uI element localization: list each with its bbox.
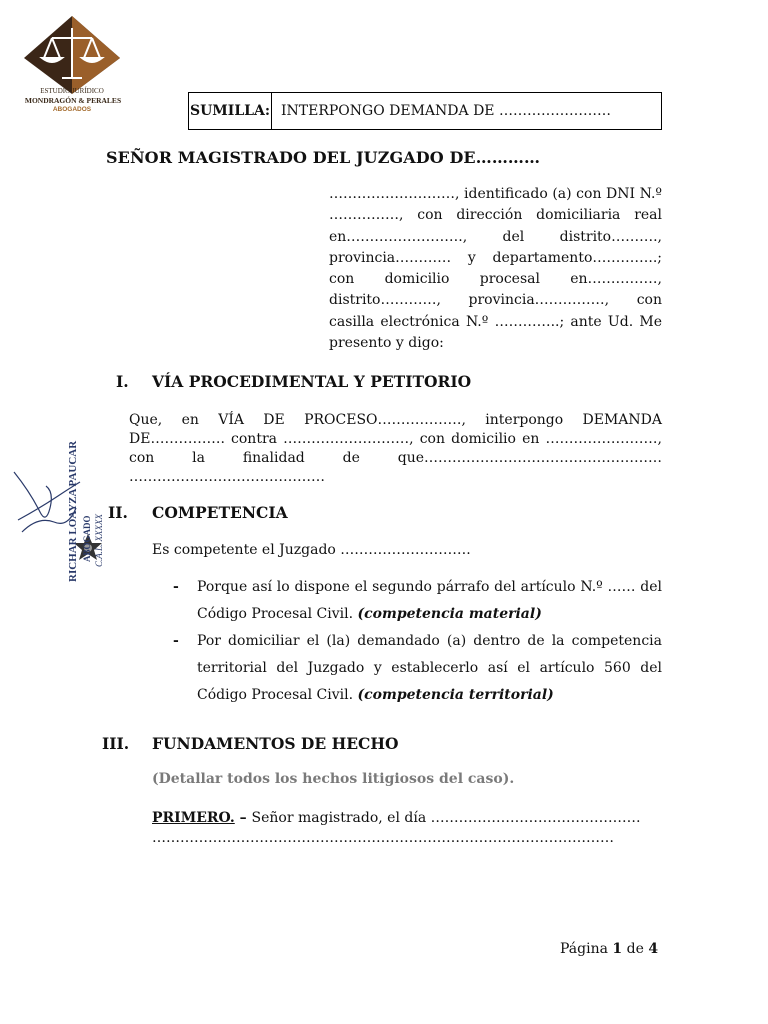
section-3-number: III.	[102, 734, 130, 753]
bullet-dash: -	[173, 633, 179, 649]
document-heading: SEÑOR MAGISTRADO DEL JUZGADO DE…………	[106, 148, 541, 167]
intro-paragraph: ………………………, identificado (a) con DNI N.º ……………, con dirección domiciliaria real en……………………., del distrito………., provincia………… y departamento…………..; con domicilio procesal en……………, distrito…………, provincia……………, con casilla electrónica N.º …………..; ante Ud. Me presento y digo:	[329, 186, 662, 352]
section-1-text: Que, en VÍA DE PROCESO………………, interpongo DEMANDA DE……………. contra ………………………, con domicilio en ……………………, con la finalidad de que…………………………………………… ……………………………………	[129, 412, 662, 485]
footer-total: 4	[648, 941, 659, 957]
stamp-line-1: RICHAR LOAYZA PAUCAR	[67, 440, 79, 582]
bullet-dash: -	[173, 579, 179, 595]
section-2-text: Es competente el Juzgado ……………………….	[152, 542, 471, 558]
bullet-text: Porque así lo dispone el segundo párrafo del artículo N.º …… del Código Procesal Civil.	[197, 579, 662, 622]
section-2-number: II.	[108, 503, 128, 522]
footer-page: 1	[612, 941, 623, 957]
logo-line-3: ABOGADOS	[52, 106, 92, 113]
sumilla-label: SUMILLA:	[189, 93, 272, 129]
bullet-item	[197, 628, 662, 709]
sumilla-box	[188, 92, 662, 130]
section-3-title: FUNDAMENTOS DE HECHO	[152, 734, 399, 753]
primero-keyword: PRIMERO.	[152, 810, 235, 826]
logo-line-2: MONDRAGÓN & PERALES	[24, 96, 122, 105]
primero-text: Señor magistrado, el día ……………………………………… ………………………………………………………………………………………	[152, 810, 641, 846]
stamp-line-3: C.A.L. XXXXX	[94, 514, 104, 567]
bullet-emphasis: (competencia territorial)	[357, 687, 554, 703]
sumilla-value: INTERPONGO DEMANDA DE ……………………	[281, 103, 611, 119]
section-1-title: VÍA PROCEDIMENTAL Y PETITORIO	[152, 372, 472, 391]
stamp-line-2: ABOGADO	[82, 515, 92, 562]
section-2-title: COMPETENCIA	[152, 503, 288, 522]
lawyer-stamp	[10, 412, 110, 592]
bullet-emphasis: (competencia material)	[357, 606, 542, 622]
section-3-note: (Detallar todos los hechos litigiosos del caso).	[152, 771, 515, 787]
page-footer	[560, 941, 658, 957]
footer-prefix: Página	[560, 941, 608, 957]
primero-paragraph	[152, 808, 662, 848]
section-1-number: I.	[116, 372, 129, 391]
law-firm-logo	[22, 14, 122, 96]
logo-line-1: ESTUDIO JURÍDICO	[40, 87, 104, 95]
primero-separator: –	[234, 810, 252, 826]
bullet-text: Por domiciliar el (la) demandado (a) dentro de la competencia territorial del Juzgado y establecerlo así el artículo 560 del Código Procesal Civil.	[197, 633, 662, 703]
bullet-item	[197, 574, 662, 628]
footer-sep: de	[626, 941, 644, 957]
